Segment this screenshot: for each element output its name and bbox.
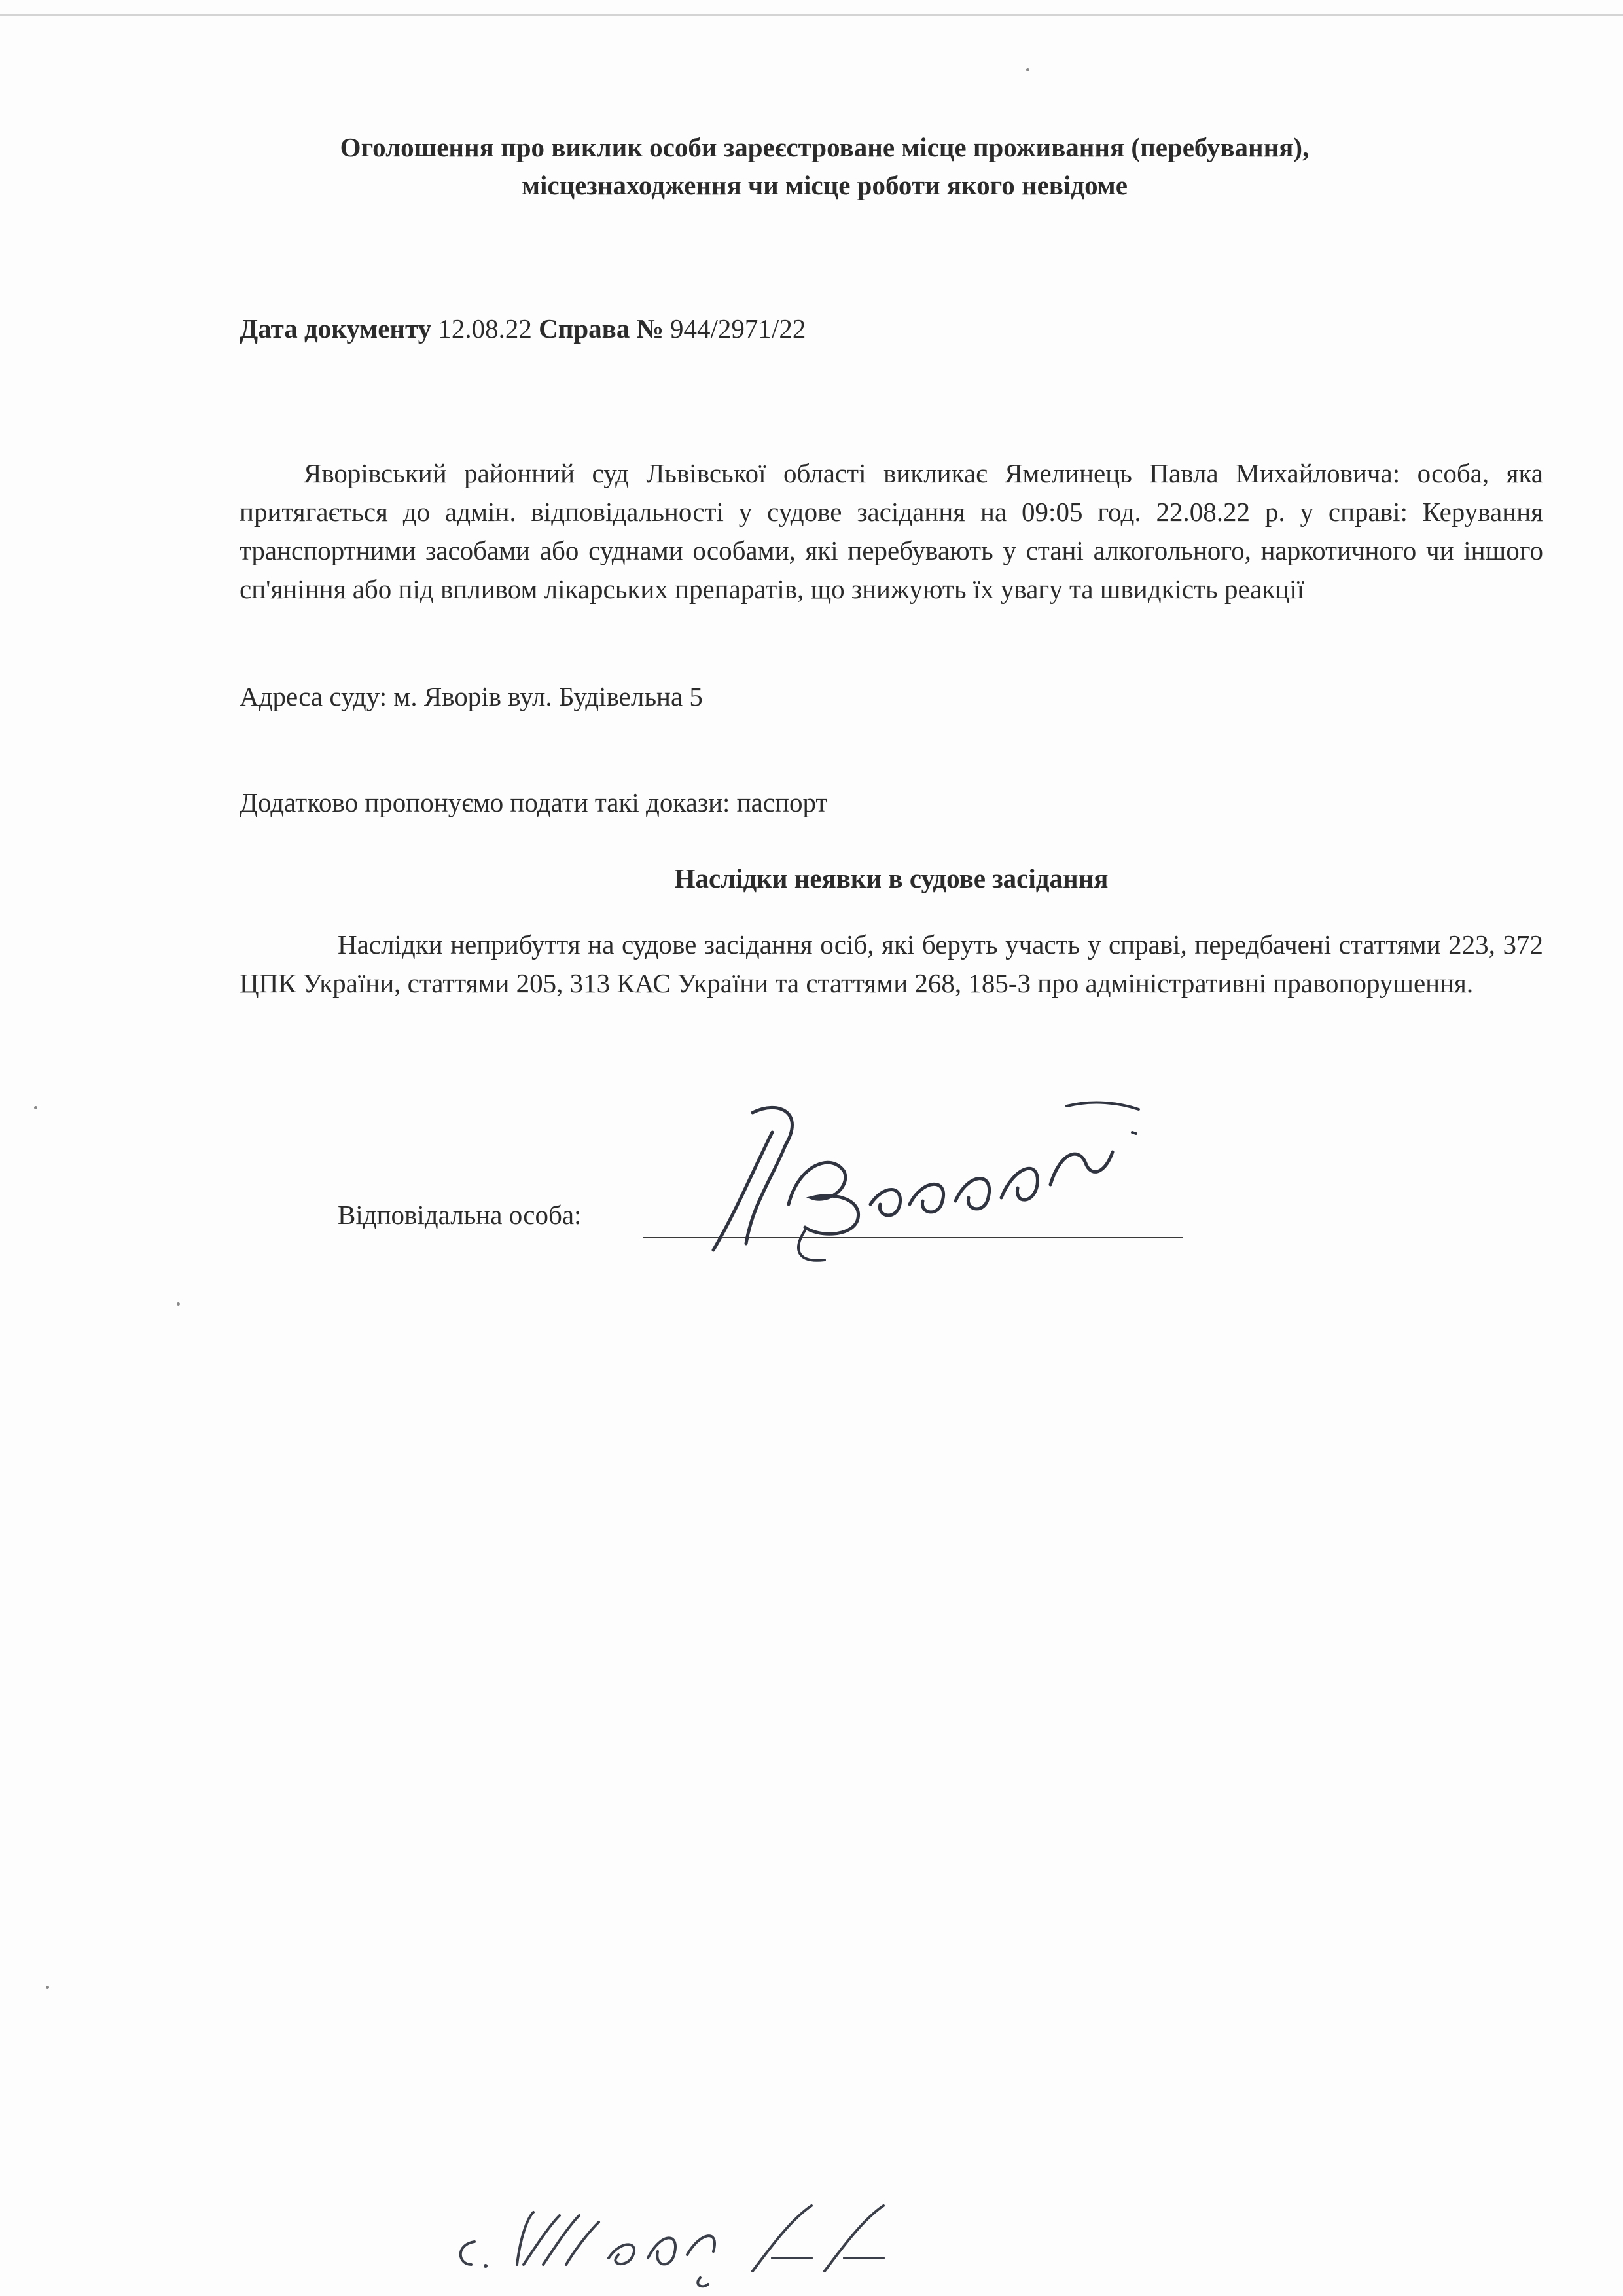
scan-speck [177, 1302, 180, 1306]
title-line-1: Оголошення про виклик особи зареєстроване місце проживання (перебування), [340, 132, 1310, 162]
additional-evidence: Додатково пропонуємо подати такі докази: паспорт [240, 787, 828, 817]
date-label: Дата документу [240, 314, 432, 344]
handwritten-signature [674, 1073, 1145, 1270]
case-label: Справа № [539, 314, 664, 344]
scan-speck [34, 1106, 37, 1109]
document-title [236, 128, 1414, 204]
scan-speck [46, 1986, 49, 1989]
case-number: 944/2971/22 [670, 314, 806, 344]
date-value: 12.08.22 [438, 314, 532, 344]
consequences-paragraph: Наслідки неприбуття на судове засідання осіб, які беруть участь у справі, передбачені статтями 223, 372 ЦПК України, статтями 205, 313 КАС України та статтями 268, 185-3 про адміністративні правопорушення. [240, 929, 1543, 998]
responsible-person-label: Відповідальна особа: [338, 1200, 582, 1230]
handwritten-note [445, 2186, 942, 2296]
consequences-heading: Наслідки неявки в судове засідання [674, 863, 1109, 893]
scan-speck [1026, 68, 1029, 71]
document-meta [240, 313, 806, 344]
court-address: Адреса суду: м. Яворів вул. Будівельна 5 [240, 681, 703, 711]
summons-paragraph: Яворівський районний суд Львівської області викликає Ямелинець Павла Михайловича: особа, яка притягається до адмін. відповідальності у судове засідання на 09:05 год. 22.08.22 р. у справі: Керування транспортними засобами або суднами особами, які перебувають у стані алкогольного, наркотичного чи іншого сп'яніння або під впливом лікарських препаратів, що знижують їх увагу та швидкість реакції [240, 458, 1543, 604]
title-line-2: місцезнаходження чи місце роботи якого невідоме [522, 170, 1128, 200]
